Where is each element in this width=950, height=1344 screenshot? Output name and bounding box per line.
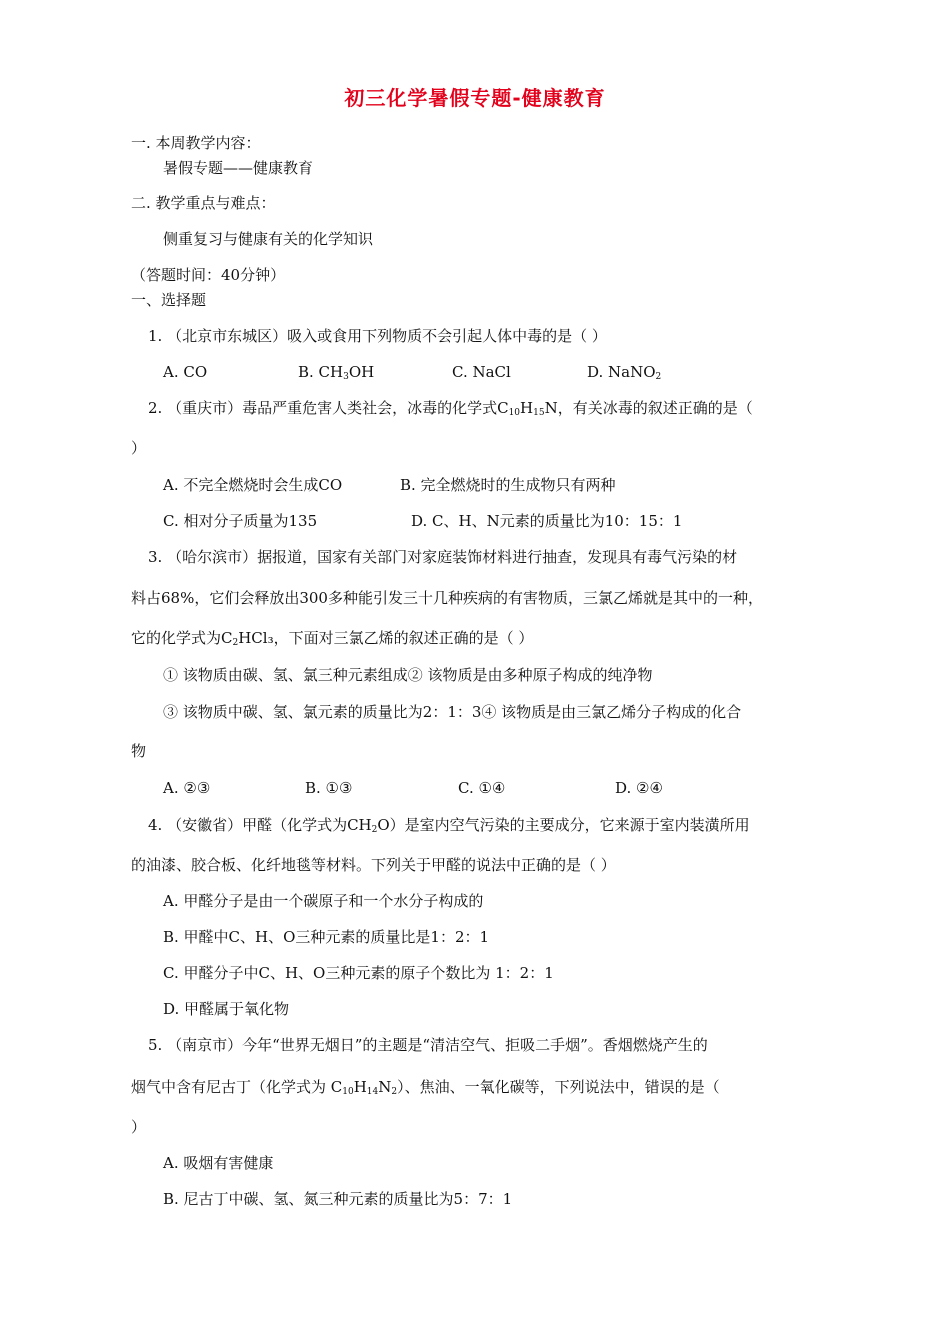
time-note: （答题时间：40分钟） [131, 266, 286, 284]
q4-option-c: C. 甲醛分子中C、H、O三种元素的原子个数比为 1：2：1 [163, 964, 554, 982]
section-2-heading: 二. 教学重点与难点： [131, 194, 276, 212]
q4-option-b: B. 甲醛中C、H、O三种元素的质量比是1：2：1 [163, 928, 490, 946]
q5-line-2: 烟气中含有尼古丁（化学式为 $C_{10}H_{14}N_2$）、焦油、一氧化碳等，下列说法中，错误的是（ [131, 1078, 720, 1097]
q2-stem-end: ） [131, 439, 147, 457]
section-1-heading: 一. 本周教学内容： [131, 134, 261, 152]
part-1-heading: 一、选择题 [131, 291, 207, 309]
section-1-body: 暑假专题——健康教育 [163, 159, 314, 177]
q2-option-d: D. C、H、N元素的质量比为10：15：1 [411, 512, 683, 530]
q4-line-1: 4. （安徽省）甲醛（化学式为$CH_2O$）是室内空气污染的主要成分，它来源于室内装潢所用 [148, 816, 750, 835]
q3-line-2: 料占68%，它们会释放出300多种能引发三十几种疾病的有害物质，三氯乙烯就是其中的一种， [131, 589, 763, 607]
q1-stem: 1. （北京市东城区）吸入或食用下列物质不会引起人体中毒的是（ ） [148, 327, 607, 345]
q5-option-b: B. 尼古丁中碳、氢、氮三种元素的质量比为5：7：1 [163, 1190, 513, 1208]
q2-option-b: B. 完全燃烧时的生成物只有两种 [400, 476, 616, 494]
q3-option-d: D. ②④ [615, 779, 663, 797]
q3-line-3: 它的化学式为$C_2HCl_3$，下面对三氯乙烯的叙述正确的是（ ） [131, 629, 534, 648]
q3-statement-2: ③ 该物质中碳、氢、氯元素的质量比为2：1：3④ 该物质是由三氯乙烯分子构成的化合 [163, 703, 742, 721]
q3-line-1: 3. （哈尔滨市）据报道，国家有关部门对家庭装饰材料进行抽查，发现具有毒气污染的材 [148, 548, 738, 566]
q5-line-1: 5. （南京市）今年“世界无烟日”的主题是“清洁空气、拒吸二手烟”。香烟燃烧产生的 [148, 1036, 708, 1054]
q2-stem: 2. （重庆市）毒品严重危害人类社会，冰毒的化学式$C_{10}H_{15}N$，有关冰毒的叙述正确的是（ [148, 399, 753, 418]
q3-statement-2-cont: 物 [131, 742, 147, 760]
q4-option-d: D. 甲醛属于氧化物 [163, 1000, 290, 1018]
q2-option-a: A. 不完全燃烧时会生成CO [163, 476, 343, 494]
q2-option-c: C. 相对分子质量为135 [163, 512, 318, 530]
q1-option-c: C. NaCl [452, 363, 511, 381]
q3-option-a: A. ②③ [163, 779, 211, 797]
q5-option-a: A. 吸烟有害健康 [163, 1154, 274, 1172]
q3-statement-1: ① 该物质由碳、氢、氯三种元素组成② 该物质是由多种原子构成的纯净物 [163, 666, 653, 684]
section-2-body: 侧重复习与健康有关的化学知识 [163, 230, 374, 248]
q1-option-a: A. CO [163, 363, 208, 381]
q5-line-3: ） [131, 1118, 147, 1136]
document-title: 初三化学暑假专题-健康教育 [344, 86, 606, 110]
q4-option-a: A. 甲醛分子是由一个碳原子和一个水分子构成的 [163, 892, 484, 910]
q1-option-d: D. NaNO$_2$ [587, 363, 662, 382]
q3-option-b: B. ①③ [305, 779, 353, 797]
q1-option-b: B. $CH_3OH$ [298, 363, 375, 382]
q3-option-c: C. ①④ [458, 779, 506, 797]
q4-line-2: 的油漆、胶合板、化纤地毯等材料。下列关于甲醛的说法中正确的是（ ） [131, 856, 616, 874]
